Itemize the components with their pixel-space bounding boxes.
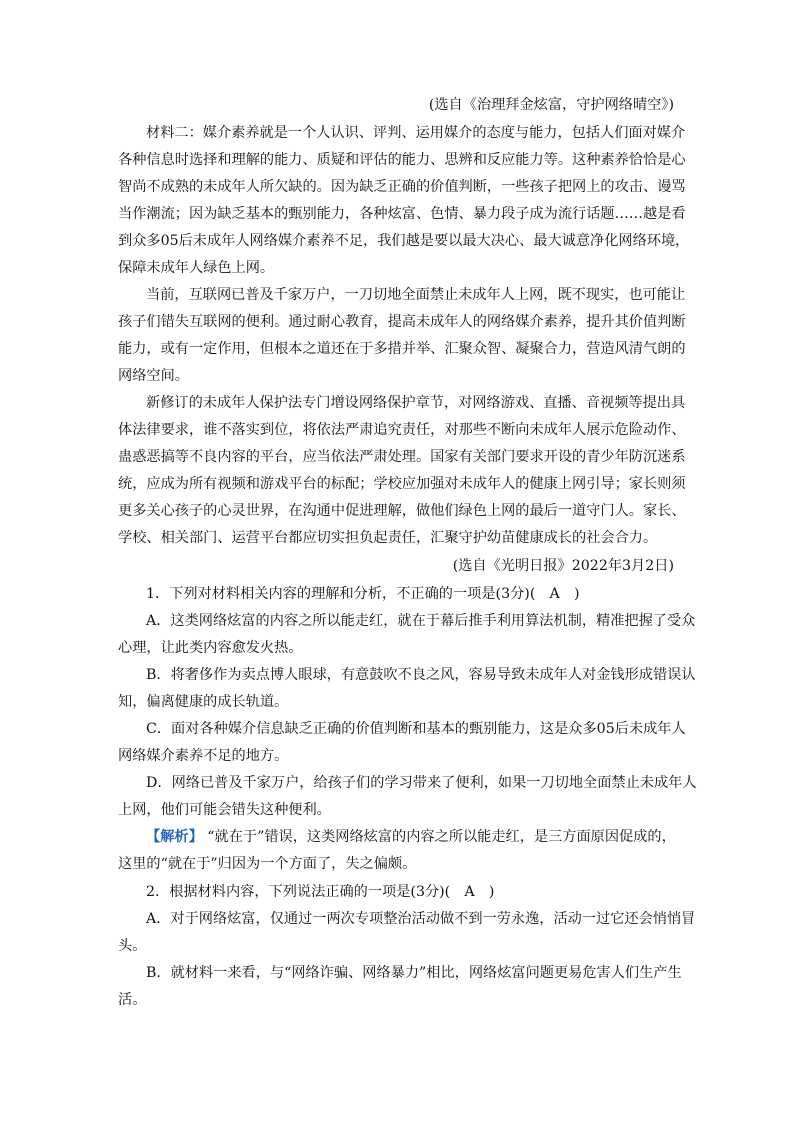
paragraph-line: 各种信息时选择和理解的能力、质疑和评估的能力、思辨和反应能力等。这种素养恰恰是心 bbox=[118, 152, 686, 168]
question-1-option-b: B．将奢侈作为卖点博人眼球，有意鼓吹不良之风，容易导致未成年人对金钱形成错误认 bbox=[146, 667, 696, 683]
analysis-label: 【解析】 bbox=[146, 829, 203, 845]
question-1-option-c-cont: 网络媒介素养不足的地方。 bbox=[118, 748, 289, 764]
question-1-option-d: D．网络已普及千家万户，给孩子们的学习带来了便利，如果一刀切地全面禁止未成年人 bbox=[146, 775, 697, 791]
paragraph-line: 能力，或有一定作用，但根本之道还在于多措并举、汇聚众智、凝聚合力，营造风清气朗的 bbox=[118, 341, 686, 357]
paragraph-line: 到众多05后未成年人网络媒介素养不足，我们越是要以最大决心、最大诚意净化网络环境， bbox=[118, 233, 690, 249]
paragraph-line: 保障未成年人绿色上网。 bbox=[118, 260, 275, 276]
paragraph-line: 更多关心孩子的心灵世界，在沟通中促进理解，做他们绿色上网的最后一道守门人。家长、 bbox=[118, 503, 686, 519]
question-1-option-b-cont: 知，偏离健康的成长轨道。 bbox=[118, 694, 289, 710]
question-2-option-b-cont: 活。 bbox=[118, 992, 147, 1008]
analysis-text: “就在于”错误，这类网络炫富的内容之所以能走红，是三方面原因促成的， bbox=[207, 829, 676, 845]
question-1-option-a-cont: 心理，让此类内容愈发火热。 bbox=[118, 640, 303, 656]
paragraph-line: 统，应成为所有视频和游戏平台的标配；学校应加强对未成年人的健康上网引导；家长则须 bbox=[118, 476, 686, 492]
paragraph-line: 体法律要求，谁不落实到位，将依法严肃追究责任，对那些不断向未成年人展示危险动作、 bbox=[118, 422, 686, 438]
question-1-stem: 1．下列对材料相关内容的理解和分析，不正确的一项是(3分)( A ) bbox=[146, 586, 580, 602]
question-1-option-a: A．这类网络炫富的内容之所以能走红，就在于幕后推手利用算法机制，精准把握了受众 bbox=[146, 613, 696, 629]
question-1-option-c: C．面对各种媒介信息缺乏正确的价值判断和基本的甄别能力，这是众多05后未成年人 bbox=[146, 721, 686, 737]
question-1-option-d-cont: 上网，他们可能会错失这种便利。 bbox=[118, 802, 331, 818]
paragraph-line: 新修订的未成年人保护法专门增设网络保护章节，对网络游戏、直播、音视频等提出具 bbox=[146, 395, 686, 411]
question-2-option-a: A．对于网络炫富，仅通过一两次专项整治活动做不到一劳永逸，活动一过它还会悄悄冒 bbox=[146, 911, 696, 927]
question-2-option-b: B．就材料一来看，与“网络诈骗、网络暴力”相比，网络炫富问题更易危害人们生产生 bbox=[146, 965, 682, 981]
paragraph-line: 孩子们错失互联网的便利。通过耐心教育，提高未成年人的网络媒介素养，提升其价值判断 bbox=[118, 314, 686, 330]
question-2-stem: 2．根据材料内容，下列说法正确的一项是(3分)( A ) bbox=[146, 884, 495, 900]
paragraph-line: 智尚不成熟的未成年人所欠缺的。因为缺乏正确的价值判断，一些孩子把网上的攻击、谩骂 bbox=[118, 179, 686, 195]
source-citation-2: (选自《光明日报》2022年3月2日) bbox=[452, 558, 674, 574]
analysis-line-cont: 这里的“就在于”归因为一个方面了，失之偏颇。 bbox=[118, 856, 417, 872]
source-citation-1: (选自《治理拜金炫富，守护网络晴空》) bbox=[428, 97, 674, 113]
paragraph-line: 当前，互联网已普及千家万户，一刀切地全面禁止未成年人上网，既不现实，也可能让 bbox=[146, 287, 686, 303]
question-2-option-a-cont: 头。 bbox=[118, 938, 147, 954]
paragraph-line: 网络空间。 bbox=[118, 368, 189, 384]
paragraph-line: 蛊惑恶搞等不良内容的平台，应当依法严肃处理。国家有关部门要求开设的青少年防沉迷系 bbox=[118, 449, 686, 465]
paragraph-line: 学校、相关部门、运营平台都应切实担负起责任，汇聚守护幼苗健康成长的社会合力。 bbox=[118, 530, 658, 546]
paragraph-line: 材料二：媒介素养就是一个人认识、评判、运用媒介的态度与能力，包括人们面对媒介 bbox=[146, 125, 686, 141]
paragraph-line: 当作潮流；因为缺乏基本的甄别能力，各种炫富、色情、暴力段子成为流行话题……越是看 bbox=[118, 206, 686, 222]
analysis-line bbox=[146, 827, 676, 847]
